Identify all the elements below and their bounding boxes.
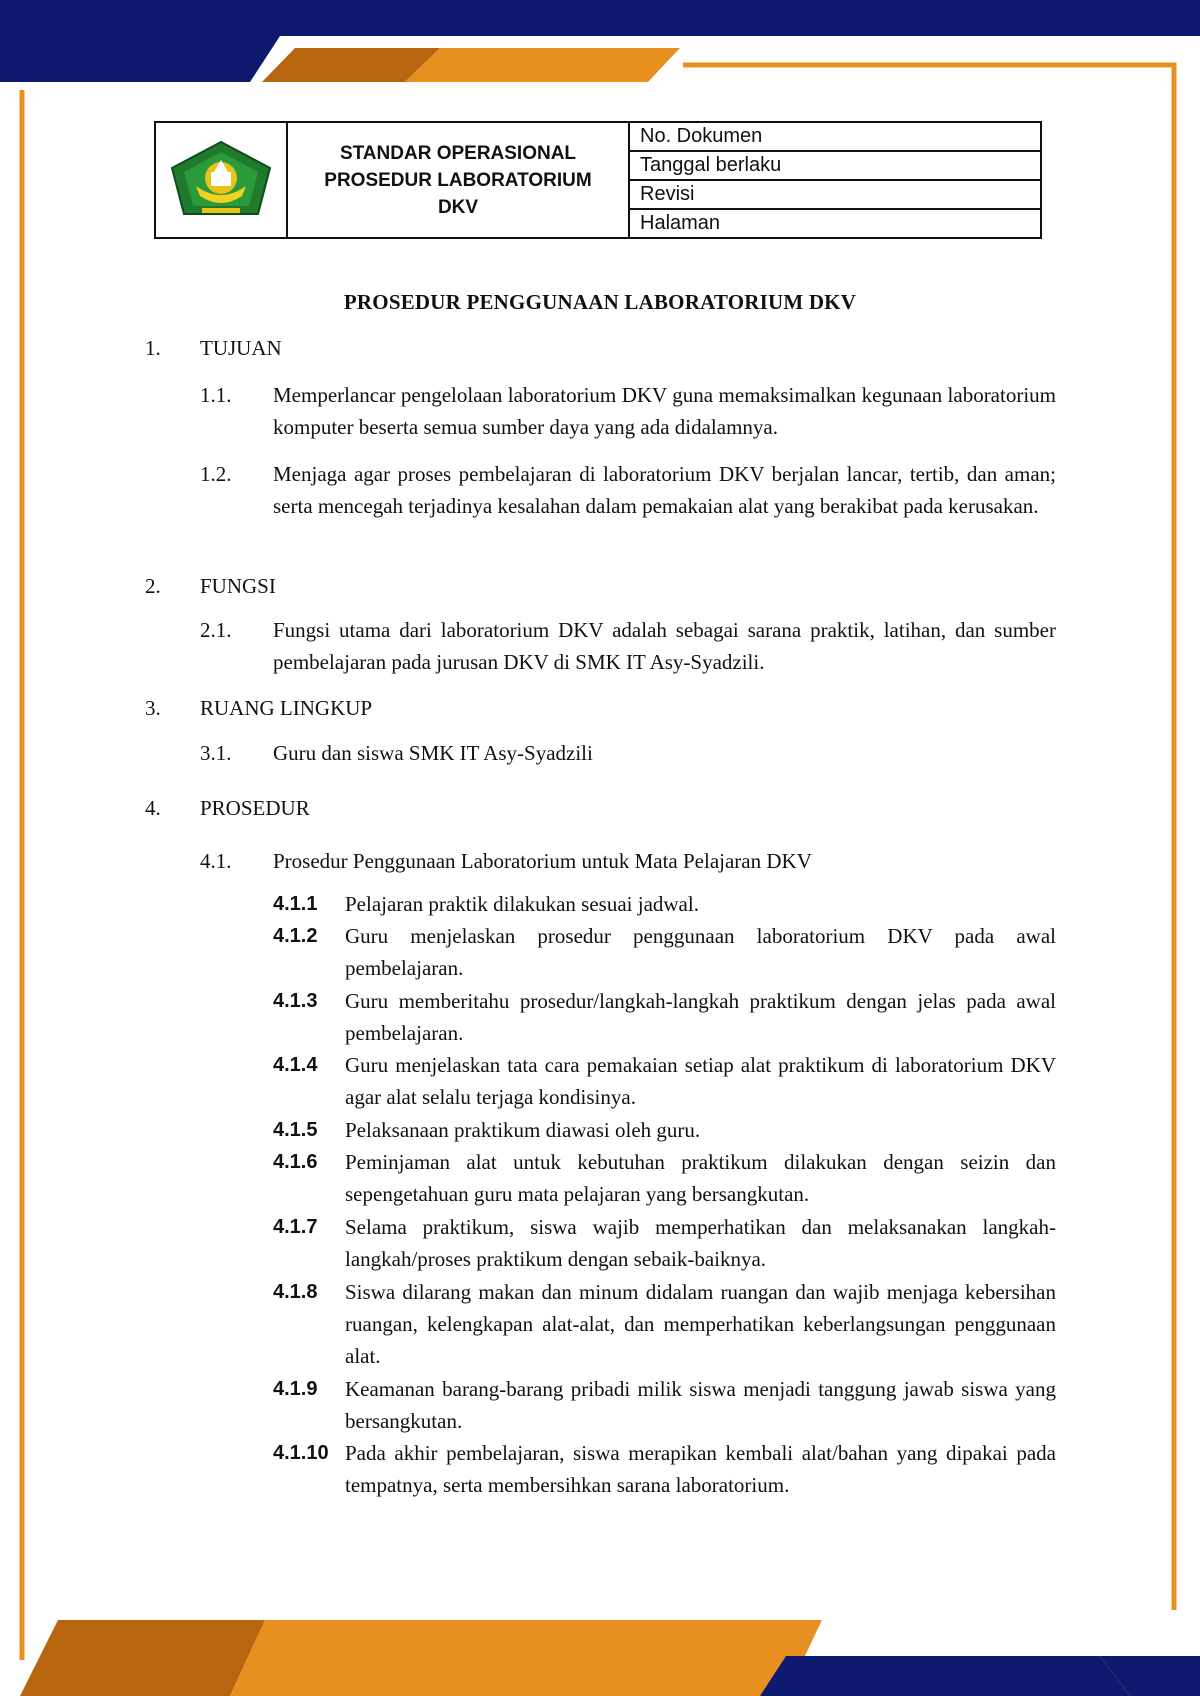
step-4-1-5-number: 4.1.5 [273,1119,318,1141]
logo-cell [155,122,287,238]
item-3-1-number: 3.1. [200,741,232,765]
section-4-number: 4. [145,796,161,820]
step-4-1-2-text: Guru menjelaskan prosedur penggunaan laboratorium DKV pada awal pembelajaran. [345,924,1056,980]
step-4-1-7-number: 4.1.7 [273,1216,318,1238]
item-4-1-title: Prosedur Penggunaan Laboratorium untuk Mata Pelajaran DKV [273,849,812,873]
step-4-1-1-text: Pelajaran praktik dilakukan sesuai jadwal. [345,892,699,916]
step-4-1-9-number: 4.1.9 [273,1378,318,1400]
step-4-1-6-text: Peminjaman alat untuk kebutuhan praktikum dilakukan dengan seizin dan sepengetahuan guru mata pelajaran yang bersangkutan. [345,1150,1056,1206]
section-2-title: FUNGSI [200,574,276,598]
item-1-2-text: Menjaga agar proses pembelajaran di laboratorium DKV berjalan lancar, tertib, dan aman; serta mencegah terjadinya kesalahan dalam pemakaian alat yang berakibat pada kerusakan. [273,462,1056,518]
section-1-title: TUJUAN [200,336,282,360]
section-2-number: 2. [145,574,161,598]
header-title-line-1: STANDAR OPERASIONAL [339,142,577,164]
step-4-1-10-number: 4.1.10 [273,1442,329,1464]
meta-no-dokumen: No. Dokumen [629,122,1041,151]
school-logo-icon [166,138,276,218]
step-4-1-2-number: 4.1.2 [273,925,318,947]
step-4-1-4-number: 4.1.4 [273,1054,318,1076]
section-4-title: PROSEDUR [200,796,310,820]
step-4-1-3-text: Guru memberitahu prosedur/langkah-langkah praktikum dengan jelas pada awal pembelajaran. [345,989,1056,1045]
item-4-1-number: 4.1. [200,849,232,873]
item-2-1-number: 2.1. [200,618,232,642]
item-2-1-text: Fungsi utama dari laboratorium DKV adalah sebagai sarana praktik, latihan, dan sumber pembelajaran pada jurusan DKV di SMK IT Asy-Syadzili. [273,618,1056,674]
step-4-1-6-number: 4.1.6 [273,1151,318,1173]
document-title: PROSEDUR PENGGUNAAN LABORATORIUM DKV [343,290,857,314]
step-4-1-7-text: Selama praktikum, siswa wajib memperhatikan dan melaksanakan langkah-langkah/proses praktikum dengan sebaik-baiknya. [345,1215,1056,1271]
step-4-1-1-number: 4.1.1 [273,893,318,915]
step-4-1-5-text: Pelaksanaan praktikum diawasi oleh guru. [345,1118,701,1142]
step-4-1-4-text: Guru menjelaskan tata cara pemakaian setiap alat praktikum di laboratorium DKV agar alat selalu terjaga kondisinya. [345,1053,1056,1109]
meta-revisi: Revisi [629,180,1041,209]
header-title-line-2: PROSEDUR LABORATORIUM [324,169,592,191]
header-title [287,122,629,238]
section-1-number: 1. [145,336,161,360]
item-1-2-number: 1.2. [200,462,232,486]
document-header-table [154,121,1042,239]
header-title-line-3: DKV [437,196,479,218]
meta-halaman: Halaman [629,209,1041,238]
step-4-1-8-number: 4.1.8 [273,1281,318,1303]
step-4-1-3-number: 4.1.3 [273,990,318,1012]
section-3-number: 3. [145,696,161,720]
step-4-1-8-text: Siswa dilarang makan dan minum didalam ruangan dan wajib menjaga kebersihan ruangan, kelengkapan alat-alat, dan memperhatikan keberlangsungan penggunaan alat. [345,1280,1056,1368]
step-4-1-9-text: Keamanan barang-barang pribadi milik siswa menjadi tanggung jawab siswa yang bersangkutan. [345,1377,1056,1433]
section-3-title: RUANG LINGKUP [200,696,373,720]
item-3-1-text: Guru dan siswa SMK IT Asy-Syadzili [273,741,593,765]
step-4-1-10-text: Pada akhir pembelajaran, siswa merapikan kembali alat/bahan yang dipakai pada tempatnya, serta membersihkan sarana laboratorium. [345,1441,1056,1497]
item-1-1-number: 1.1. [200,383,232,407]
item-1-1-text: Memperlancar pengelolaan laboratorium DKV guna memaksimalkan kegunaan laboratorium komputer beserta semua sumber daya yang ada didalamnya. [273,383,1056,439]
meta-tanggal-berlaku: Tanggal berlaku [629,151,1041,180]
